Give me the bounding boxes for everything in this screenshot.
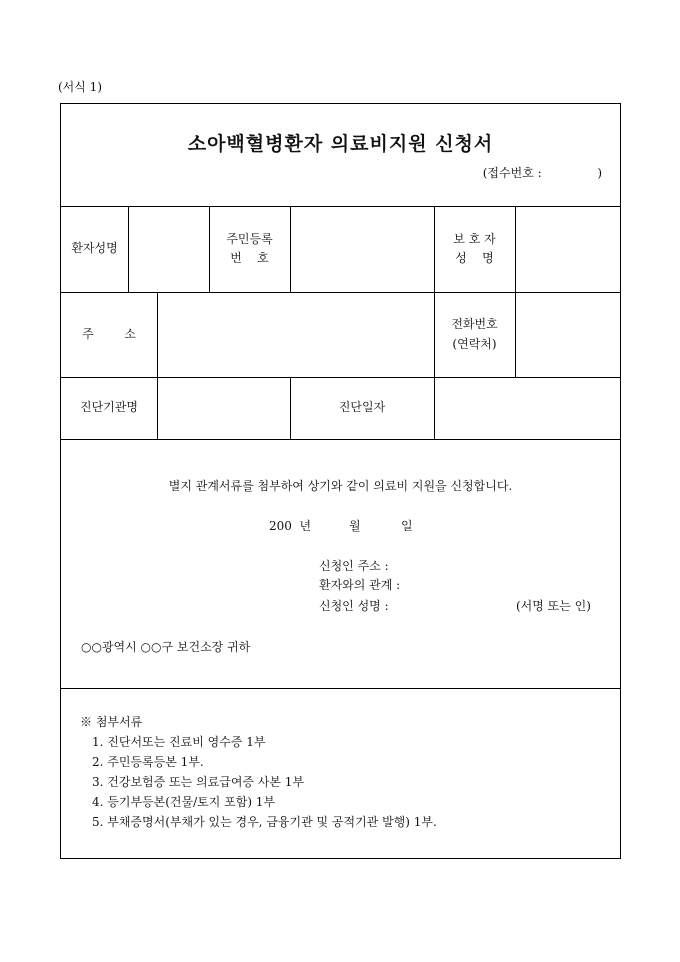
guardian-name-field[interactable] (516, 207, 620, 292)
institution-label: 진단기관명 (80, 400, 138, 415)
divider (61, 439, 620, 440)
guardian-name-label-line2: 성 명 (455, 251, 494, 265)
attachments-list (80, 712, 437, 832)
resident-number-label-line2: 번 호 (230, 251, 269, 265)
resident-number-label (209, 206, 290, 292)
diagnosis-date-field[interactable] (435, 378, 620, 439)
signature-label: (서명 또는 인) (516, 599, 591, 613)
address-label: 주 소 (82, 326, 136, 341)
attachment-item: 4. 등기부등본(건물/토지 포함) 1부 (92, 795, 276, 809)
phone-label-line2: (연락처) (452, 336, 497, 351)
declaration-statement: 별지 관계서류를 첨부하여 상기와 같이 의료비 지원을 신청합니다. (168, 479, 513, 493)
receipt-number-close: ) (597, 166, 602, 180)
patient-name-field[interactable] (129, 207, 209, 292)
attachment-item: 2. 주민등록등본 1부. (92, 755, 204, 769)
receipt-number (483, 164, 602, 181)
divider (61, 688, 620, 689)
phone-label (434, 292, 515, 377)
phone-field[interactable] (516, 293, 620, 377)
address-field[interactable] (158, 293, 434, 377)
patient-name-label: 환자성명 (71, 241, 118, 256)
form-number: (서식 1) (58, 80, 102, 94)
date-year: 200 년 (269, 519, 312, 533)
applicant-address-label: 신청인 주소 : (319, 559, 389, 573)
diagnosis-date-label: 진단일자 (338, 400, 386, 415)
applicant-name-label: 신청인 성명 : (319, 599, 389, 613)
attachments-heading: ※ 첨부서류 (80, 715, 143, 729)
receipt-number-label: (접수번호 : (482, 166, 542, 180)
institution-field[interactable] (158, 378, 290, 439)
attachment-item: 1. 진단서또는 진료비 영수증 1부 (92, 735, 266, 749)
resident-number-field[interactable] (291, 207, 434, 292)
attachment-item: 3. 건강보험증 또는 의료급여증 사본 1부 (92, 775, 305, 789)
guardian-name-label-line1: 보 호 자 (453, 231, 496, 246)
form-title: 소아백혈병환자 의료비지원 신청서 (187, 133, 494, 155)
guardian-name-label (434, 206, 515, 292)
relationship-label: 환자와의 관계 : (319, 578, 401, 592)
phone-label-line1: 전화번호 (451, 317, 498, 332)
resident-number-label-line1: 주민등록 (226, 231, 273, 246)
attachment-item: 5. 부채증명서(부채가 있는 경우, 금융기관 및 공적기관 발행) 1부. (92, 815, 437, 829)
addressee: ○○광역시 ○○구 보건소장 귀하 (81, 640, 251, 654)
date-month: 월 (349, 519, 361, 533)
date-day: 일 (401, 519, 413, 533)
